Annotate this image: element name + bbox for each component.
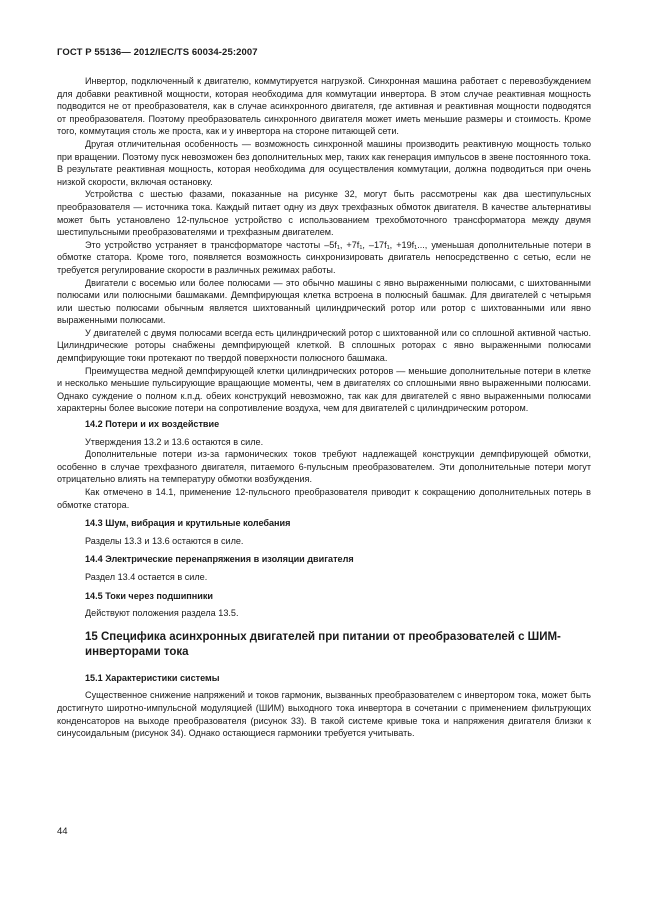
paragraph: Раздел 13.4 остается в силе.: [85, 571, 208, 582]
paragraph: Устройства с шестью фазами, показанные на рисунке 32, могут быть рассмотрены как два шестипульсных преобразователя — источника тока. Каждый питает одну из двух трехфазных обмоток двигателя. В качестве альтернативы может быть установлено 12-пульсное устройство с использованием трехобмоточного трансформатора между двумя шестипульсными преобразователями и трехфазным двигателем.: [57, 189, 591, 238]
paragraph: Преимущества медной демпфирующей клетки цилиндрических роторов — меньшие дополнительные потери в клетке и несколько меньшие пульсирующие вращающие моменты, чем в двигателях со сплошными явно выраженными полюсами. Однако суждение о полном к.п.д. обеих конструкций невозможно, так как для двигателей с явно выраженными полюсами характерны более высокие потери на сопротивление воздуха, чем для двигателей с цилиндрическим ротором.: [57, 365, 591, 414]
section-heading-15: 15 Специфика асинхронных двигателей при питании от преобразователей с ШИМ-инверторами тока: [85, 630, 561, 658]
paragraph: Существенное снижение напряжений и токов гармоник, вызванных преобразователем с инвертором тока, может быть достигнуто широтно-импульсной модуляцией (ШИМ) выходного тока инвертора в сочетании с применением фильтрующих конденсаторов на выходе преобразователя (рисунок 33). В такой системе кривые тока и напряжения двигателя близки к синусоидальным (рисунок 34). Однако остающиеся гармоники требуется учитывать.: [57, 690, 591, 739]
paragraph: Это устройство устраняет в трансформаторе частоты –5f₁, +7f₁, –17f₁, +19f₁..., уменьшая дополнительные потери в обмотке статора. Кроме того, появляется возможность синхронизировать двигатель непосредственно с сетью, если не требуется регулирование скорости в различных режимах работы.: [57, 239, 591, 275]
section-heading-14-5: 14.5 Токи через подшипники: [85, 590, 214, 601]
paragraph: Действуют положения раздела 13.5.: [85, 608, 239, 619]
page-content: [57, 75, 591, 740]
section-heading-14-4: 14.4 Электрические перенапряжения в изоляции двигателя: [85, 554, 354, 565]
paragraph: Другая отличительная особенность — возможность синхронной машины производить реактивную мощность только при вращении. Поэтому пуск невозможен без дополнительных мер, таких как генерация импульсов в звене постоянного тока. В результате реактивная мощность, которая необходима для осуществления коммутации, должна подводиться при очень низкой скорости, включая остановку.: [57, 138, 591, 187]
paragraph: У двигателей с двумя полюсами всегда есть цилиндрический ротор с шихтованной или со сплошной активной частью. Цилиндрические роторы снабжены демпфирующей клеткой. В сплошных роторах с явно выраженными полюсами демпфирующие токи протекают по твердой поверхности полюсного башмака.: [57, 327, 591, 364]
paragraph: Инвертор, подключенный к двигателю, коммутируется нагрузкой. Синхронная машина работает с перевозбуждением для добавки реактивной мощности, которая необходима для коммутации инвертора. В этом случае реактивная мощность подводится не от преобразователя, как в случае асинхронного двигателя, где активная и реактивная мощности подводятся от преобразователя. Поэтому преобразователь синхронного двигателя может иметь меньшие размеры и стоимость. Кроме того, коммутация столь же проста, как и у инвертора на стороне питающей сети.: [57, 76, 591, 137]
page-header: ГОСТ Р 55136— 2012/IEC/TS 60034-25:2007: [57, 47, 258, 58]
paragraph: Утверждения 13.2 и 13.6 остаются в силе.: [85, 436, 264, 447]
section-heading-15-1: 15.1 Характеристики системы: [85, 672, 220, 683]
paragraph: Как отмечено в 14.1, применение 12-пульсного преобразователя приводит к сокращению дополнительных потерь в обмотке статора.: [57, 487, 591, 510]
section-heading-14-3: 14.3 Шум, вибрация и крутильные колебания: [85, 518, 291, 529]
section-heading-14-2: 14.2 Потери и их воздействие: [85, 419, 220, 430]
page-number: 44: [57, 826, 68, 837]
paragraph: Двигатели с восемью или более полюсами — это обычно машины с явно выраженными полюсами, с шихтованными полюсами или полюсными башмаками. Демпфирующая клетка встроена в полюсный башмак. Для двигателей с четырьмя или шестью полюсами обычным является шихтованный цилиндрический ротор или ротор с шихтованными или явно выраженными полюсами.: [57, 277, 591, 326]
paragraph: Дополнительные потери из-за гармонических токов требуют надлежащей конструкции демпфирующей обмотки, особенно в случае трехфазного двигателя, питаемого 6-пульсным преобразователем. Эти дополнительные потери могут отрицательно влиять на температуру обмотки возбуждения.: [57, 449, 591, 485]
paragraph: Разделы 13.3 и 13.6 остаются в силе.: [85, 535, 244, 546]
